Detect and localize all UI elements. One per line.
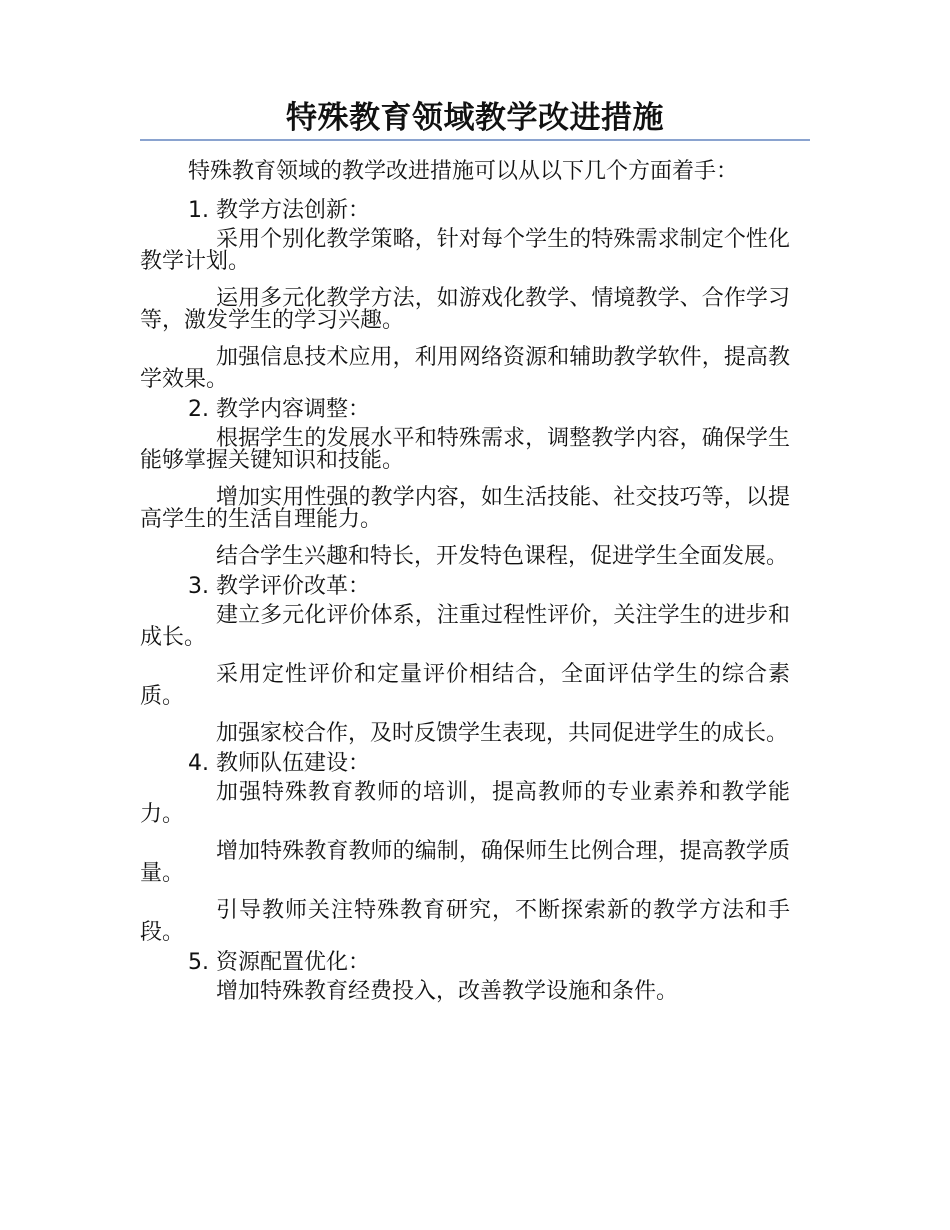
section-4: [140, 745, 790, 944]
page-title: 特殊教育领域教学改进措施: [286, 100, 664, 136]
section-5: [140, 944, 790, 1003]
section-heading: 1. 教学方法创新：: [188, 198, 370, 223]
intro-paragraph: 特殊教育领域的教学改进措施可以从以下几个方面着手：: [188, 159, 739, 184]
list-item: 加强家校合作，及时反馈学生表现，共同促进学生的成长。: [216, 721, 789, 746]
list-item: 增加特殊教育教师的编制，确保师生比例合理，提高教学质量。: [140, 839, 790, 886]
section-1: [140, 192, 790, 391]
section-3: [140, 568, 790, 745]
list-item: 增加特殊教育经费投入，改善教学设施和条件。: [216, 979, 679, 1004]
list-item: 运用多元化教学方法，如游戏化教学、情境教学、合作学习等，激发学生的学习兴趣。: [140, 286, 790, 333]
section-heading: 2. 教学内容调整：: [188, 397, 370, 422]
title-underline: [140, 139, 810, 141]
list-item: 结合学生兴趣和特长，开发特色课程，促进学生全面发展。: [216, 544, 789, 569]
list-item: 增加实用性强的教学内容，如生活技能、社交技巧等，以提高学生的生活自理能力。: [140, 485, 790, 532]
list-item: 加强特殊教育教师的培训，提高教师的专业素养和教学能力。: [140, 780, 790, 827]
list-item: 加强信息技术应用，利用网络资源和辅助教学软件，提高教学效果。: [140, 345, 790, 392]
document-body: [140, 152, 790, 1003]
section-heading: 5. 资源配置优化：: [188, 950, 370, 975]
list-item: 根据学生的发展水平和特殊需求，调整教学内容，确保学生能够掌握关键知识和技能。: [140, 426, 790, 473]
list-item: 建立多元化评价体系，注重过程性评价，关注学生的进步和成长。: [140, 603, 790, 650]
list-item: 采用个别化教学策略，针对每个学生的特殊需求制定个性化教学计划。: [140, 227, 790, 274]
list-item: 引导教师关注特殊教育研究，不断探索新的教学方法和手段。: [140, 898, 790, 945]
list-item: 采用定性评价和定量评价相结合，全面评估学生的综合素质。: [140, 662, 790, 709]
section-heading: 4. 教师队伍建设：: [188, 751, 370, 776]
section-2: [140, 391, 790, 568]
section-heading: 3. 教学评价改革：: [188, 574, 370, 599]
